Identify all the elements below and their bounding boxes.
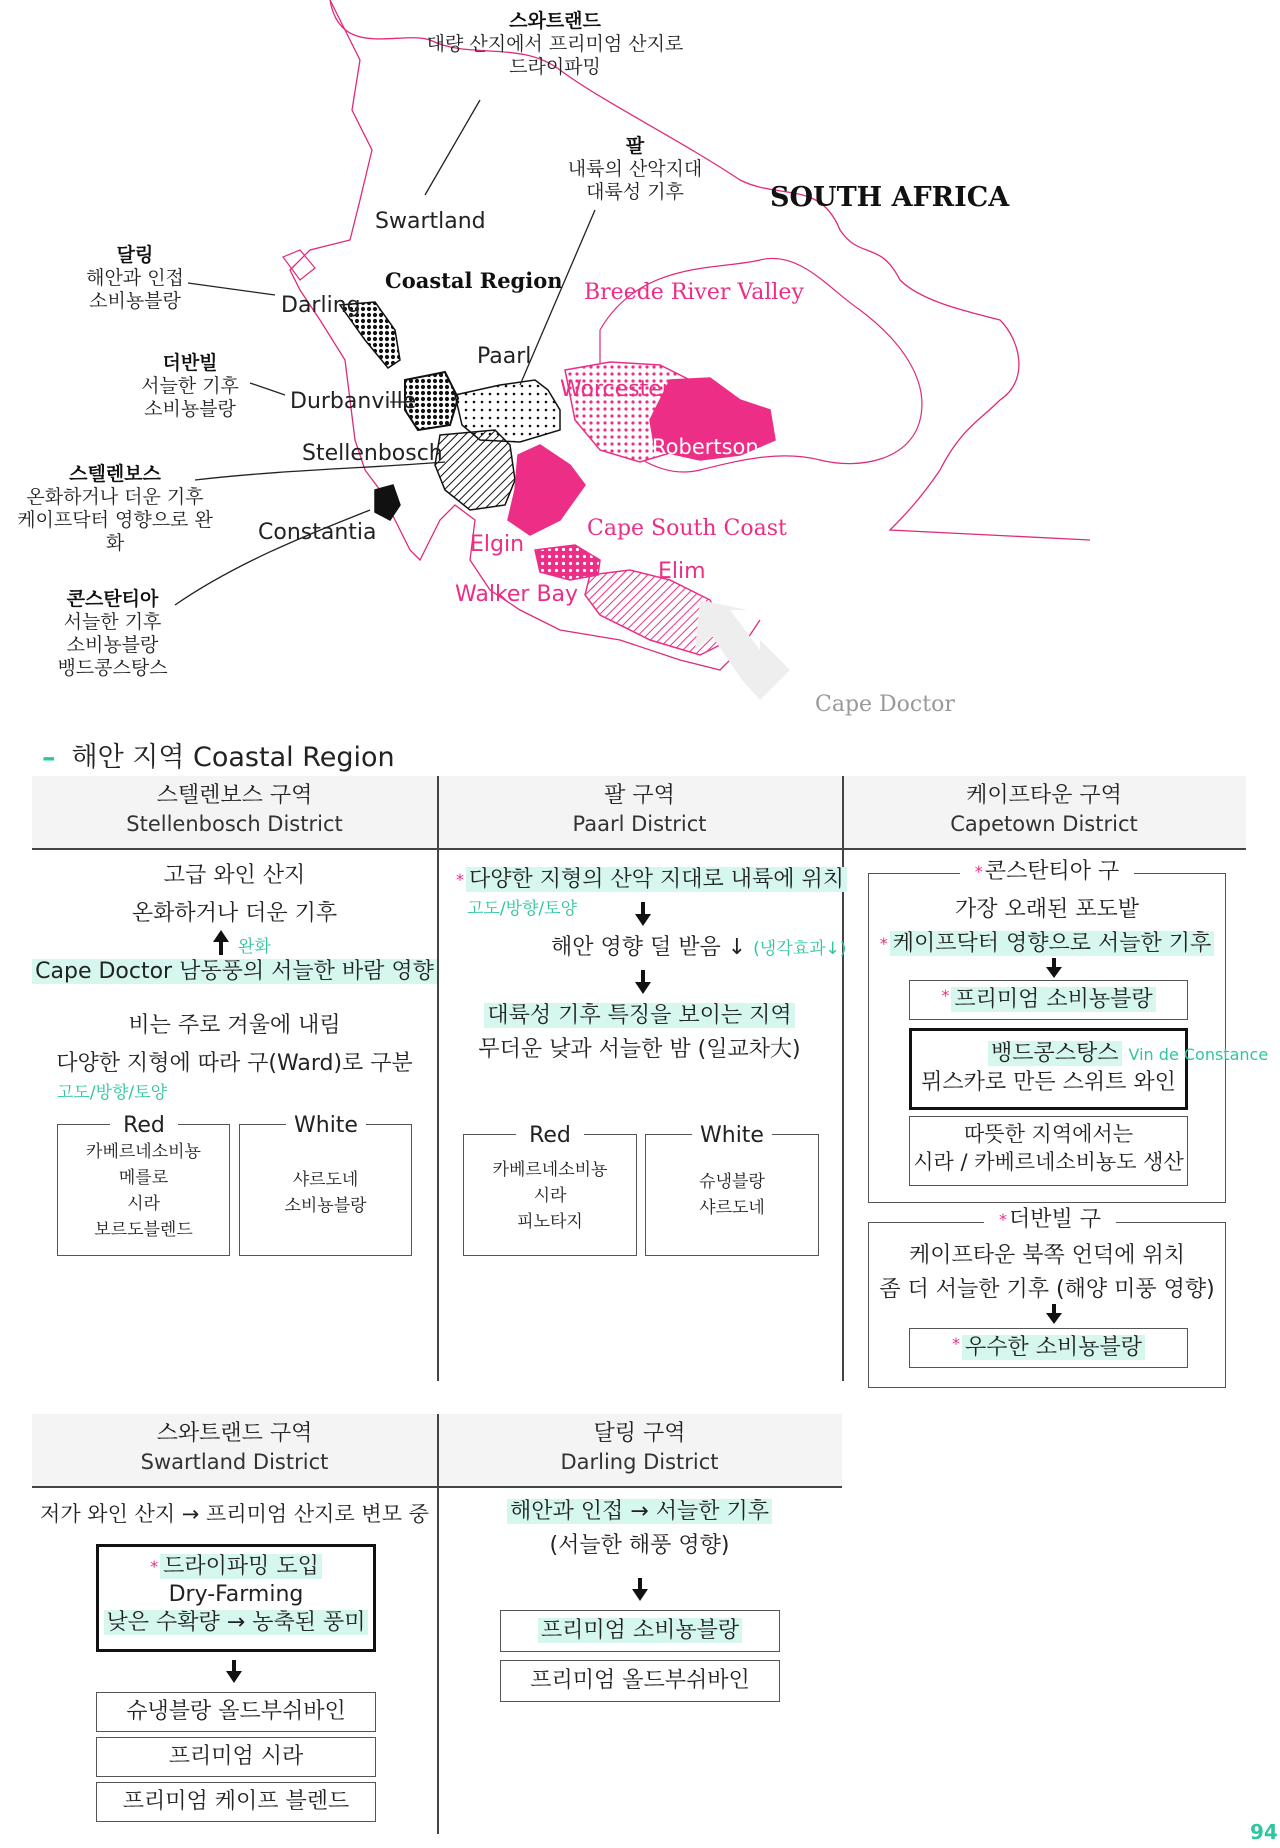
paarl-white-box (645, 1134, 819, 1256)
star-icon: * (951, 1334, 960, 1353)
map-title: SOUTH AFRICA (770, 182, 1010, 213)
elgin-area (508, 445, 585, 535)
stel-line-5-note: 고도/방향/토양 (57, 1083, 167, 1103)
label-swartland: Swartland (375, 209, 486, 234)
label-walker-bay: Walker Bay (455, 582, 579, 607)
header-ko: 팔 구역 (604, 783, 675, 808)
swartland-result-3 (96, 1782, 376, 1822)
darling-result-2-text: 프리미엄 올드부쉬바인 (530, 1668, 750, 1693)
swartland-result-2-text: 프리미엄 시라 (168, 1744, 304, 1769)
swartland-dryfarm-box (96, 1544, 376, 1652)
header-ko: 케이프타운 구역 (966, 783, 1122, 808)
swartland-result-2 (96, 1737, 376, 1777)
red-item: 보르도블렌드 (94, 1220, 193, 1240)
constantia-box-1-text: 프리미엄 소비뇽블랑 (951, 987, 1155, 1012)
white-item: 소비뇽블랑 (284, 1196, 367, 1216)
callout-line: 드라이파밍 (509, 56, 601, 78)
paarl-line-1 (456, 866, 847, 894)
header-en: Capetown District (950, 812, 1138, 836)
callout-line: 서늘한 기후 (141, 375, 239, 397)
durbanville-box-1 (909, 1328, 1188, 1368)
down-arrow-head (226, 1671, 242, 1683)
constantia-box-2-title (912, 1040, 1269, 1069)
callout-constantia (45, 588, 180, 680)
header-ko: 스텔렌보스 구역 (156, 783, 313, 808)
paarl-red-label: Red (516, 1122, 584, 1150)
capetown-header (842, 782, 1246, 838)
durbanville-line-2: 좀 더 서늘한 기후 (해양 미풍 영향) (879, 1277, 1215, 1302)
label-robertson: Robertson (652, 435, 759, 459)
stel-line-3 (32, 958, 437, 986)
callout-title: 달링 (116, 244, 154, 266)
durbanville-line-1: 케이프타운 북쪽 언덕에 위치 (908, 1243, 1185, 1268)
constantia-line-1: 가장 오래된 포도밭 (954, 897, 1139, 922)
constantia-area (375, 485, 400, 520)
callout-swartland (420, 10, 690, 79)
red-item: 카베르네소비뇽 (86, 1142, 201, 1162)
darling-result-1-text: 프리미엄 소비뇽블랑 (538, 1618, 742, 1643)
leader-darling (188, 283, 275, 295)
durbanville-title-text: 더반빌 구 (1008, 1207, 1101, 1232)
page-number: 94 (1250, 1820, 1278, 1844)
paarl-line-4: 무더운 낮과 서늘한 밤 (일교차大) (478, 1037, 801, 1062)
callout-line: 대량 산지에서 프리미엄 산지로 (426, 33, 684, 55)
swartland-line-1: 저가 와인 산지 → 프리미엄 산지로 변모 중 (40, 1502, 429, 1526)
swartland-box-line-2: Dry-Farming (168, 1582, 304, 1607)
label-breede: Breede River Valley (584, 280, 804, 305)
durbanville-box-1-text: 우수한 소비뇽블랑 (962, 1335, 1145, 1360)
leader-swartland (425, 100, 480, 195)
callout-title: 팔 (625, 135, 645, 157)
callout-durbanville (125, 352, 255, 421)
label-durbanville: Durbanville (290, 389, 417, 414)
swartland-box-line-3-text: 낮은 수확량 → 농축된 풍미 (104, 1610, 369, 1635)
label-cape-south-coast: Cape South Coast (587, 516, 787, 541)
header-ko: 스와트랜드 구역 (156, 1421, 313, 1446)
paarl-line-2-text: 해안 영향 덜 받음 ↓ (551, 935, 747, 960)
down-arrow-head (632, 1589, 648, 1601)
paarl-line-3-text: 대륙성 기후 특징을 보이는 지역 (484, 1003, 794, 1028)
star-icon: * (941, 986, 950, 1005)
label-constantia: Constantia (258, 520, 377, 545)
swartland-result-1-text: 슈냉블랑 올드부쉬바인 (126, 1699, 346, 1724)
callout-line: 케이프닥터 영향으로 완화 (17, 509, 213, 554)
constantia-line-2-text: 케이프닥터 영향으로 서늘한 기후 (890, 931, 1215, 956)
constantia-title (960, 858, 1134, 886)
constantia-box-2-line: 뮈스카로 만든 스위트 와인 (921, 1070, 1176, 1095)
stel-line-4: 비는 주로 겨울에 내림 (128, 1013, 341, 1038)
constantia-box-1 (909, 980, 1188, 1020)
white-item: 샤르도네 (292, 1170, 359, 1190)
stel-red-label: Red (110, 1112, 178, 1140)
swartland-box-line-1-text: 드라이파밍 도입 (160, 1554, 322, 1579)
stel-white-label: White (286, 1112, 366, 1140)
callout-line: 대륙성 기후 (586, 181, 684, 203)
callout-darling (70, 244, 200, 313)
callout-stellenbosch (10, 463, 220, 555)
label-elgin: Elgin (470, 532, 525, 557)
stel-red-box (57, 1124, 230, 1256)
stellenbosch-area (435, 430, 515, 510)
star-icon: * (150, 1557, 159, 1576)
table1-header-line (32, 848, 1246, 850)
label-stellenbosch: Stellenbosch (302, 441, 443, 466)
callout-title: 더반빌 (162, 352, 218, 374)
header-ko: 달링 구역 (593, 1421, 686, 1446)
section-title (42, 735, 395, 774)
header-en: Stellenbosch District (126, 812, 343, 836)
down-arrow-head (635, 982, 651, 994)
swartland-result-1 (96, 1692, 376, 1732)
darling-line-2: (서늘한 해풍 영향) (549, 1533, 730, 1558)
vin-de-constance-ko: 뱅드콩스탕스 (988, 1041, 1122, 1066)
darling-header (437, 1420, 842, 1476)
red-item: 시라 (533, 1186, 567, 1206)
callout-paarl (560, 135, 710, 204)
callout-line: 뱅드콩스탕스 (57, 657, 168, 679)
section-title-text: 해안 지역 Coastal Region (71, 742, 395, 773)
down-arrow-head (1046, 967, 1062, 978)
constantia-box-2 (909, 1028, 1269, 1110)
star-icon: * (879, 934, 888, 953)
paarl-header (437, 782, 842, 838)
stellenbosch-header (32, 782, 437, 838)
darling-outline (283, 250, 315, 280)
paarl-line-3 (437, 1002, 842, 1030)
label-paarl: Paarl (477, 344, 532, 369)
up-arrow-stem (219, 941, 223, 955)
header-en: Swartland District (140, 1450, 329, 1474)
down-arrow-head (635, 914, 651, 926)
table2-divider (437, 1414, 439, 1834)
paarl-line-1-text: 다양한 지형의 산악 지대로 내륙에 위치 (466, 867, 847, 892)
constantia-box-3-line-2: 시라 / 카베르네소비뇽도 생산 (913, 1150, 1184, 1174)
stel-line-2: 온화하거나 더운 기후 (131, 901, 338, 926)
callout-line: 온화하거나 더운 기후 (26, 486, 204, 508)
callout-title: 스텔렌보스 (69, 463, 161, 485)
vin-de-constance-en: Vin de Constance (1128, 1045, 1269, 1064)
darling-result-1 (500, 1610, 780, 1652)
paarl-line-2 (551, 934, 846, 963)
darling-line-1 (437, 1498, 842, 1526)
callout-line: 서늘한 기후 (63, 611, 162, 633)
leader-durbanville (250, 383, 285, 395)
header-en: Darling District (560, 1450, 719, 1474)
star-icon: * (974, 862, 983, 881)
callout-line: 소비뇽블랑 (144, 398, 236, 420)
label-worcester: Worcester (560, 377, 671, 402)
label-darling: Darling (281, 293, 361, 318)
darling-line-1-text: 해안과 인접 → 서늘한 기후 (507, 1499, 772, 1524)
white-item: 샤르도네 (699, 1198, 765, 1218)
swartland-box-line-1 (99, 1553, 373, 1581)
stel-line-3-text: Cape Doctor 남동풍의 서늘한 바람 영향 (32, 959, 437, 984)
swartland-box-line-3 (99, 1609, 373, 1637)
stel-white-box (239, 1124, 412, 1256)
callout-title: 콘스탄티아 (66, 588, 159, 610)
white-item: 슈냉블랑 (699, 1172, 765, 1192)
constantia-title-text: 콘스탄티아 구 (984, 859, 1120, 884)
stel-mitigate: 완화 (238, 937, 271, 957)
stel-line-1: 고급 와인 산지 (163, 863, 306, 888)
label-cape-doctor: Cape Doctor (815, 692, 955, 717)
red-item: 시라 (127, 1194, 160, 1214)
red-item: 카베르네소비뇽 (492, 1160, 608, 1180)
down-arrow-head (1046, 1313, 1062, 1324)
constantia-box-3-line-1: 따뜻한 지역에서는 (964, 1122, 1133, 1146)
stel-line-5: 다양한 지형에 따라 구(Ward)로 구분 (56, 1051, 413, 1076)
darling-result-2 (500, 1660, 780, 1702)
swartland-result-3-text: 프리미엄 케이프 블렌드 (122, 1789, 350, 1814)
constantia-box-3 (909, 1116, 1188, 1186)
callout-line: 소비뇽블랑 (89, 290, 181, 312)
callout-line: 소비뇽블랑 (66, 634, 159, 656)
callout-line: 내륙의 산악지대 (567, 158, 703, 180)
star-icon: * (998, 1210, 1007, 1229)
label-elim: Elim (658, 559, 706, 584)
callout-line: 해안과 인접 (86, 267, 184, 289)
red-item: 메를로 (118, 1168, 169, 1188)
paarl-white-label: White (692, 1122, 772, 1150)
label-coastal-region: Coastal Region (385, 268, 563, 293)
header-en: Paarl District (572, 812, 707, 836)
swartland-header (32, 1420, 437, 1476)
callout-title: 스와트랜드 (509, 10, 601, 32)
table1-divider-1 (437, 776, 439, 1381)
constantia-line-2 (868, 930, 1226, 958)
section-dash: – (42, 742, 56, 773)
red-item: 피노타지 (517, 1212, 583, 1232)
paarl-red-box (463, 1134, 637, 1256)
star-icon: * (456, 870, 464, 889)
paarl-line-1-note: 고도/방향/토양 (467, 899, 577, 919)
durbanville-title (984, 1206, 1116, 1234)
paarl-line-2-note: (냉각효과↓) (753, 939, 847, 959)
